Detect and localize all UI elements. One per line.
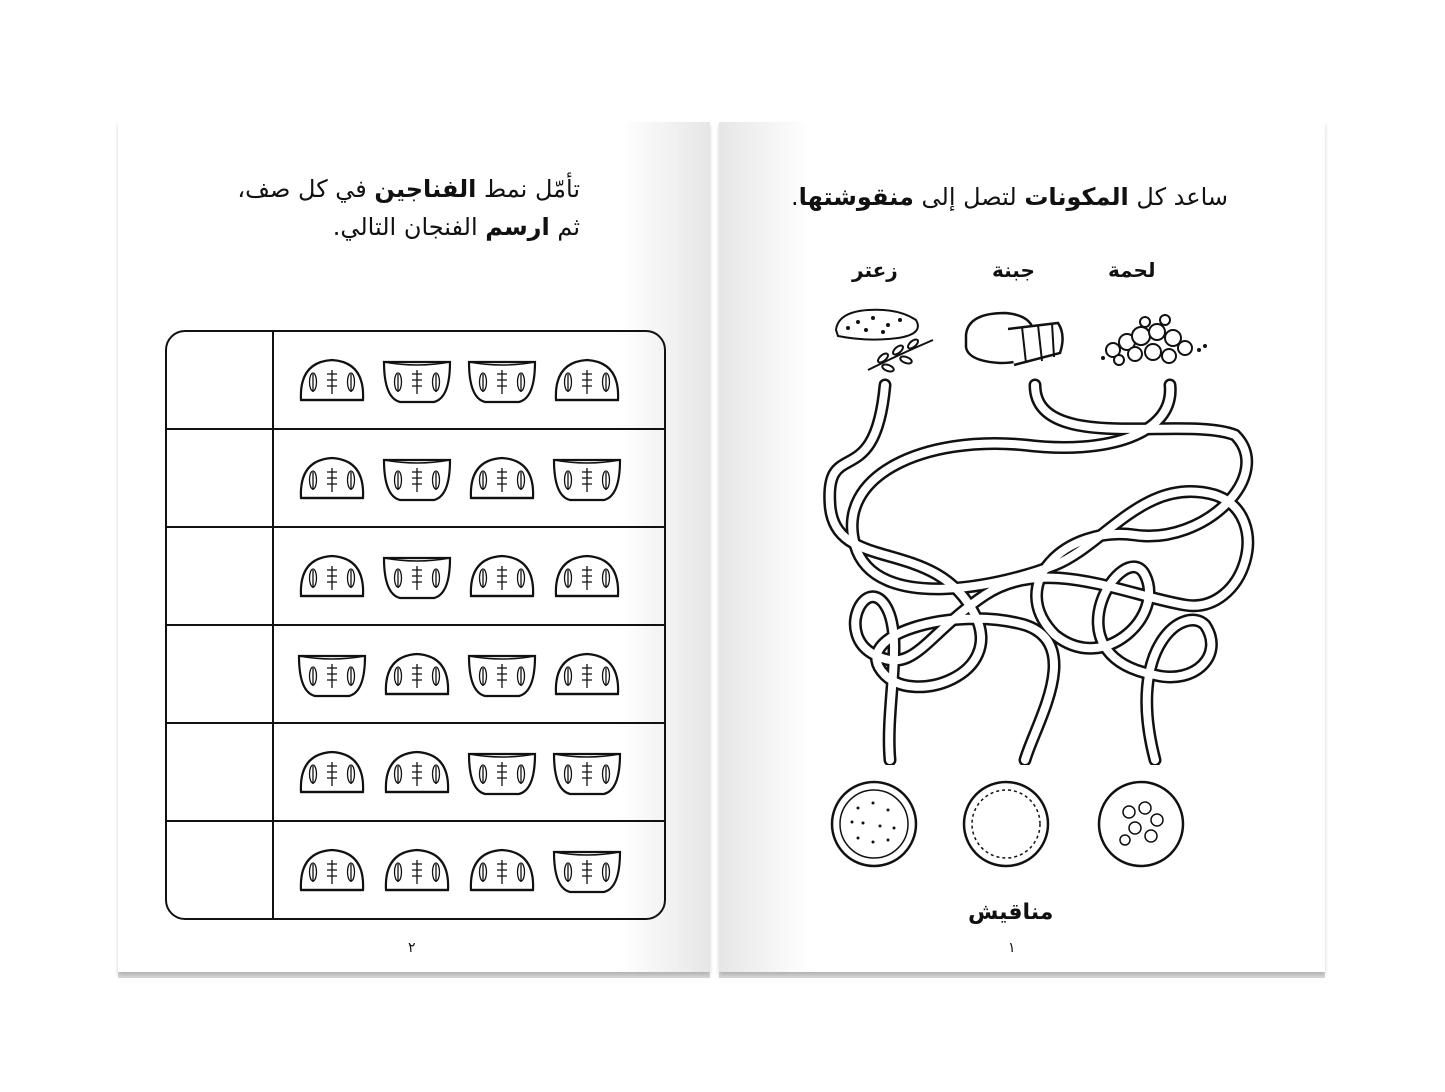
grid-divider: [272, 430, 274, 526]
instruction-text: تأمّل نمط: [476, 175, 580, 203]
finjan-cup-icon: [550, 746, 624, 800]
finjan-cup-icon: [550, 452, 624, 506]
page-number-left: ٢: [408, 940, 416, 956]
left-instruction-line1: [160, 170, 580, 208]
grid-divider: [272, 822, 274, 920]
pattern-row: [167, 528, 664, 626]
pattern-row: [167, 822, 664, 920]
left-instruction: [160, 170, 580, 246]
cup-pattern-grid: [165, 330, 666, 920]
finjan-cup-icon: [465, 844, 539, 898]
instruction-text: ثم: [549, 213, 580, 241]
instruction-text: الفنجان التالي.: [332, 213, 486, 241]
finjan-cup-icon: [465, 746, 539, 800]
instruction-bold: منقوشتها: [798, 183, 914, 211]
finjan-cup-icon: [380, 648, 454, 702]
manakish-zaatar-icon: [828, 778, 920, 870]
answer-drawing-box[interactable]: [167, 430, 272, 526]
manakish-meat-icon: [1095, 778, 1187, 870]
pattern-row: [167, 626, 664, 724]
finjan-cup-icon: [380, 452, 454, 506]
answer-drawing-box[interactable]: [167, 626, 272, 722]
grid-divider: [272, 626, 274, 722]
finjan-cup-icon: [380, 746, 454, 800]
finjan-cup-icon: [295, 648, 369, 702]
instruction-bold: الفناجين: [374, 175, 477, 203]
instruction-text: ساعد كل: [1128, 183, 1228, 211]
finjan-cup-icon: [380, 354, 454, 408]
pattern-row: [167, 430, 664, 528]
finjan-cup-icon: [380, 844, 454, 898]
finjan-cup-icon: [550, 844, 624, 898]
instruction-text: .: [791, 183, 799, 211]
left-instruction-line2: [160, 208, 580, 246]
ingredient-label-zaatar: زعتر: [852, 258, 898, 282]
meat-icon: [1095, 312, 1213, 372]
finjan-cup-icon: [295, 452, 369, 506]
answer-drawing-box[interactable]: [167, 528, 272, 624]
answer-drawing-box[interactable]: [167, 822, 272, 920]
finjan-cup-icon: [465, 648, 539, 702]
pattern-row: [167, 332, 664, 430]
finjan-cup-icon: [295, 746, 369, 800]
instruction-text: لتصل إلى: [913, 183, 1025, 211]
grid-divider: [272, 528, 274, 624]
finjan-cup-icon: [550, 648, 624, 702]
answer-drawing-box[interactable]: [167, 332, 272, 428]
manakish-cheese-icon: [960, 778, 1052, 870]
manakish-label: مناقيش: [968, 900, 1054, 925]
instruction-text: في كل صف،: [237, 175, 375, 203]
finjan-cup-icon: [550, 354, 624, 408]
answer-drawing-box[interactable]: [167, 724, 272, 820]
instruction-bold: المكونات: [1024, 183, 1129, 211]
instruction-bold: ارسم: [485, 213, 550, 241]
grid-divider: [272, 724, 274, 820]
grid-divider: [272, 332, 274, 428]
page-number-right: ١: [1008, 940, 1016, 956]
finjan-cup-icon: [380, 550, 454, 604]
finjan-cup-icon: [295, 844, 369, 898]
maze-illustration: [805, 375, 1265, 765]
finjan-cup-icon: [465, 550, 539, 604]
zaatar-icon: [828, 300, 943, 380]
finjan-cup-icon: [465, 354, 539, 408]
finjan-cup-icon: [295, 550, 369, 604]
pattern-row: [167, 724, 664, 822]
ingredient-label-cheese: جبنة: [992, 258, 1035, 282]
right-instruction: [748, 178, 1228, 216]
ingredient-label-meat: لحمة: [1108, 258, 1156, 282]
finjan-cup-icon: [465, 452, 539, 506]
finjan-cup-icon: [295, 354, 369, 408]
finjan-cup-icon: [550, 550, 624, 604]
cheese-icon: [960, 305, 1070, 375]
